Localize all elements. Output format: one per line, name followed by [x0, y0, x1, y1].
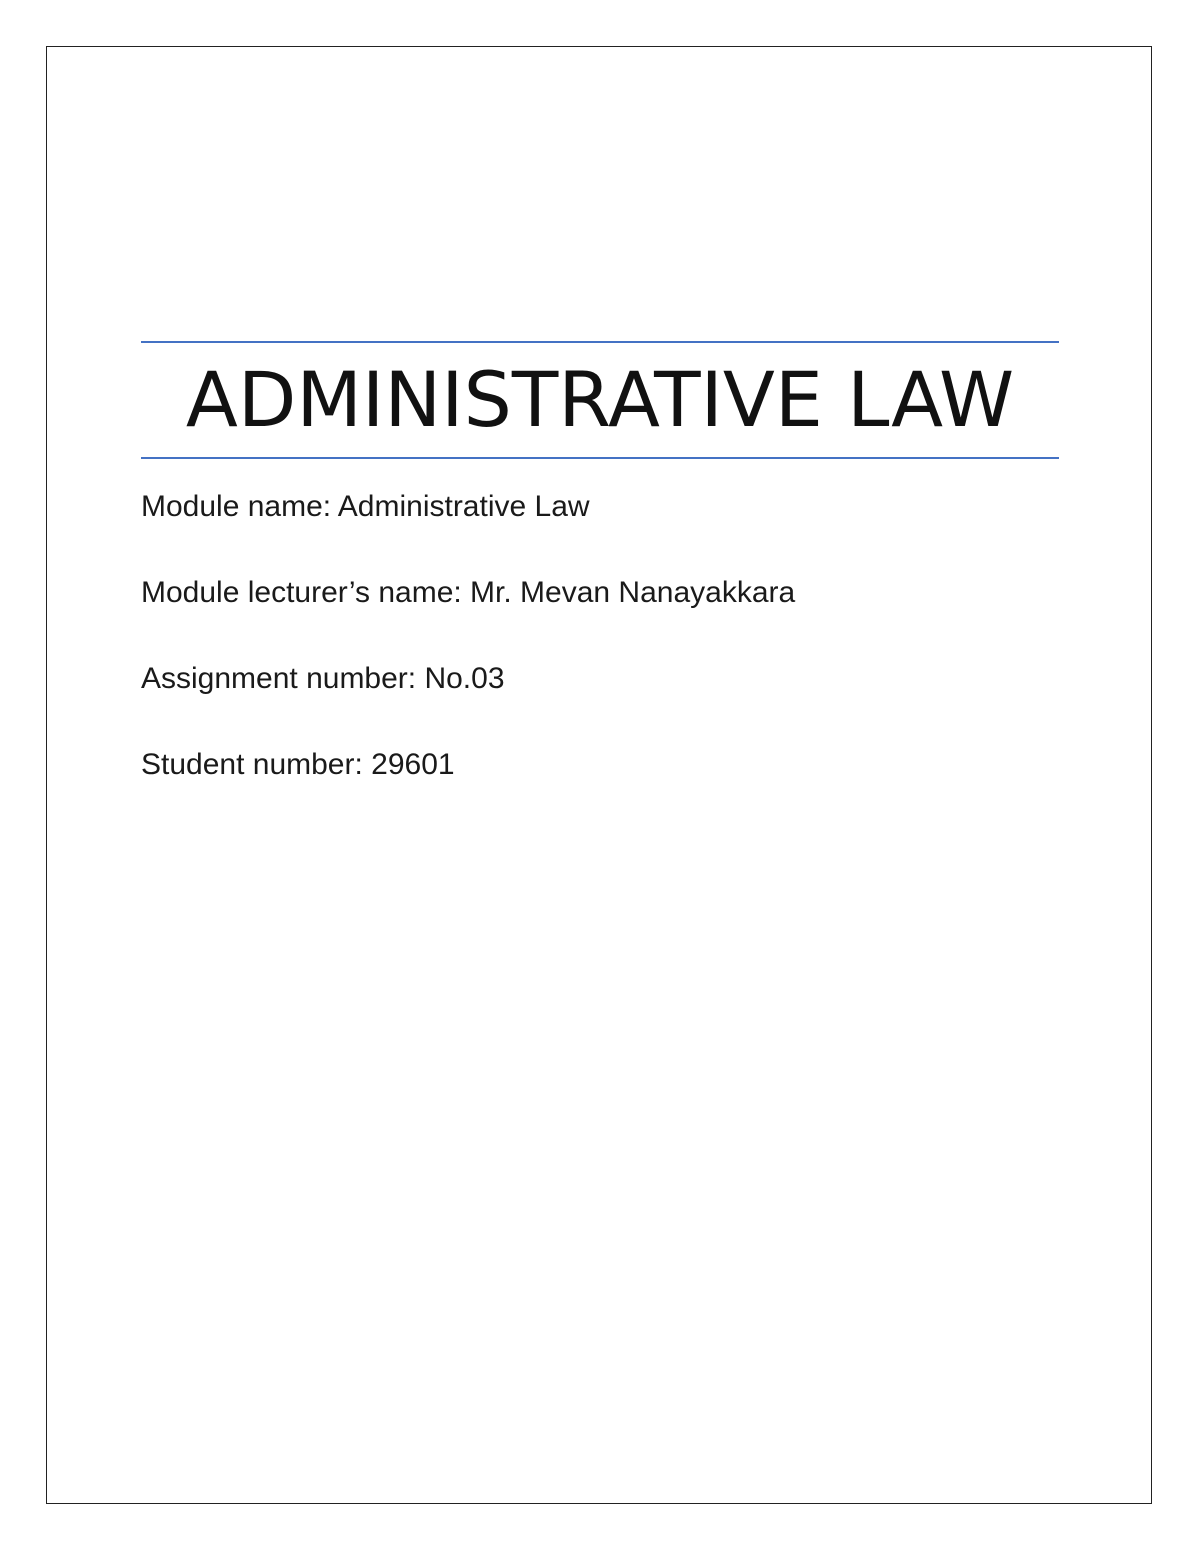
document-title: ADMINISTRATIVE LAW — [185, 355, 1015, 444]
student-number-line: Student number: 29601 — [141, 748, 455, 781]
module-name-line: Module name: Administrative Law — [141, 490, 590, 523]
title-top-rule — [141, 341, 1059, 343]
module-lecturer-line: Module lecturer’s name: Mr. Mevan Nanayakkara — [141, 576, 796, 609]
title-block — [141, 341, 1059, 460]
assignment-number-line: Assignment number: No.03 — [141, 662, 505, 695]
title-bottom-rule — [141, 457, 1059, 459]
